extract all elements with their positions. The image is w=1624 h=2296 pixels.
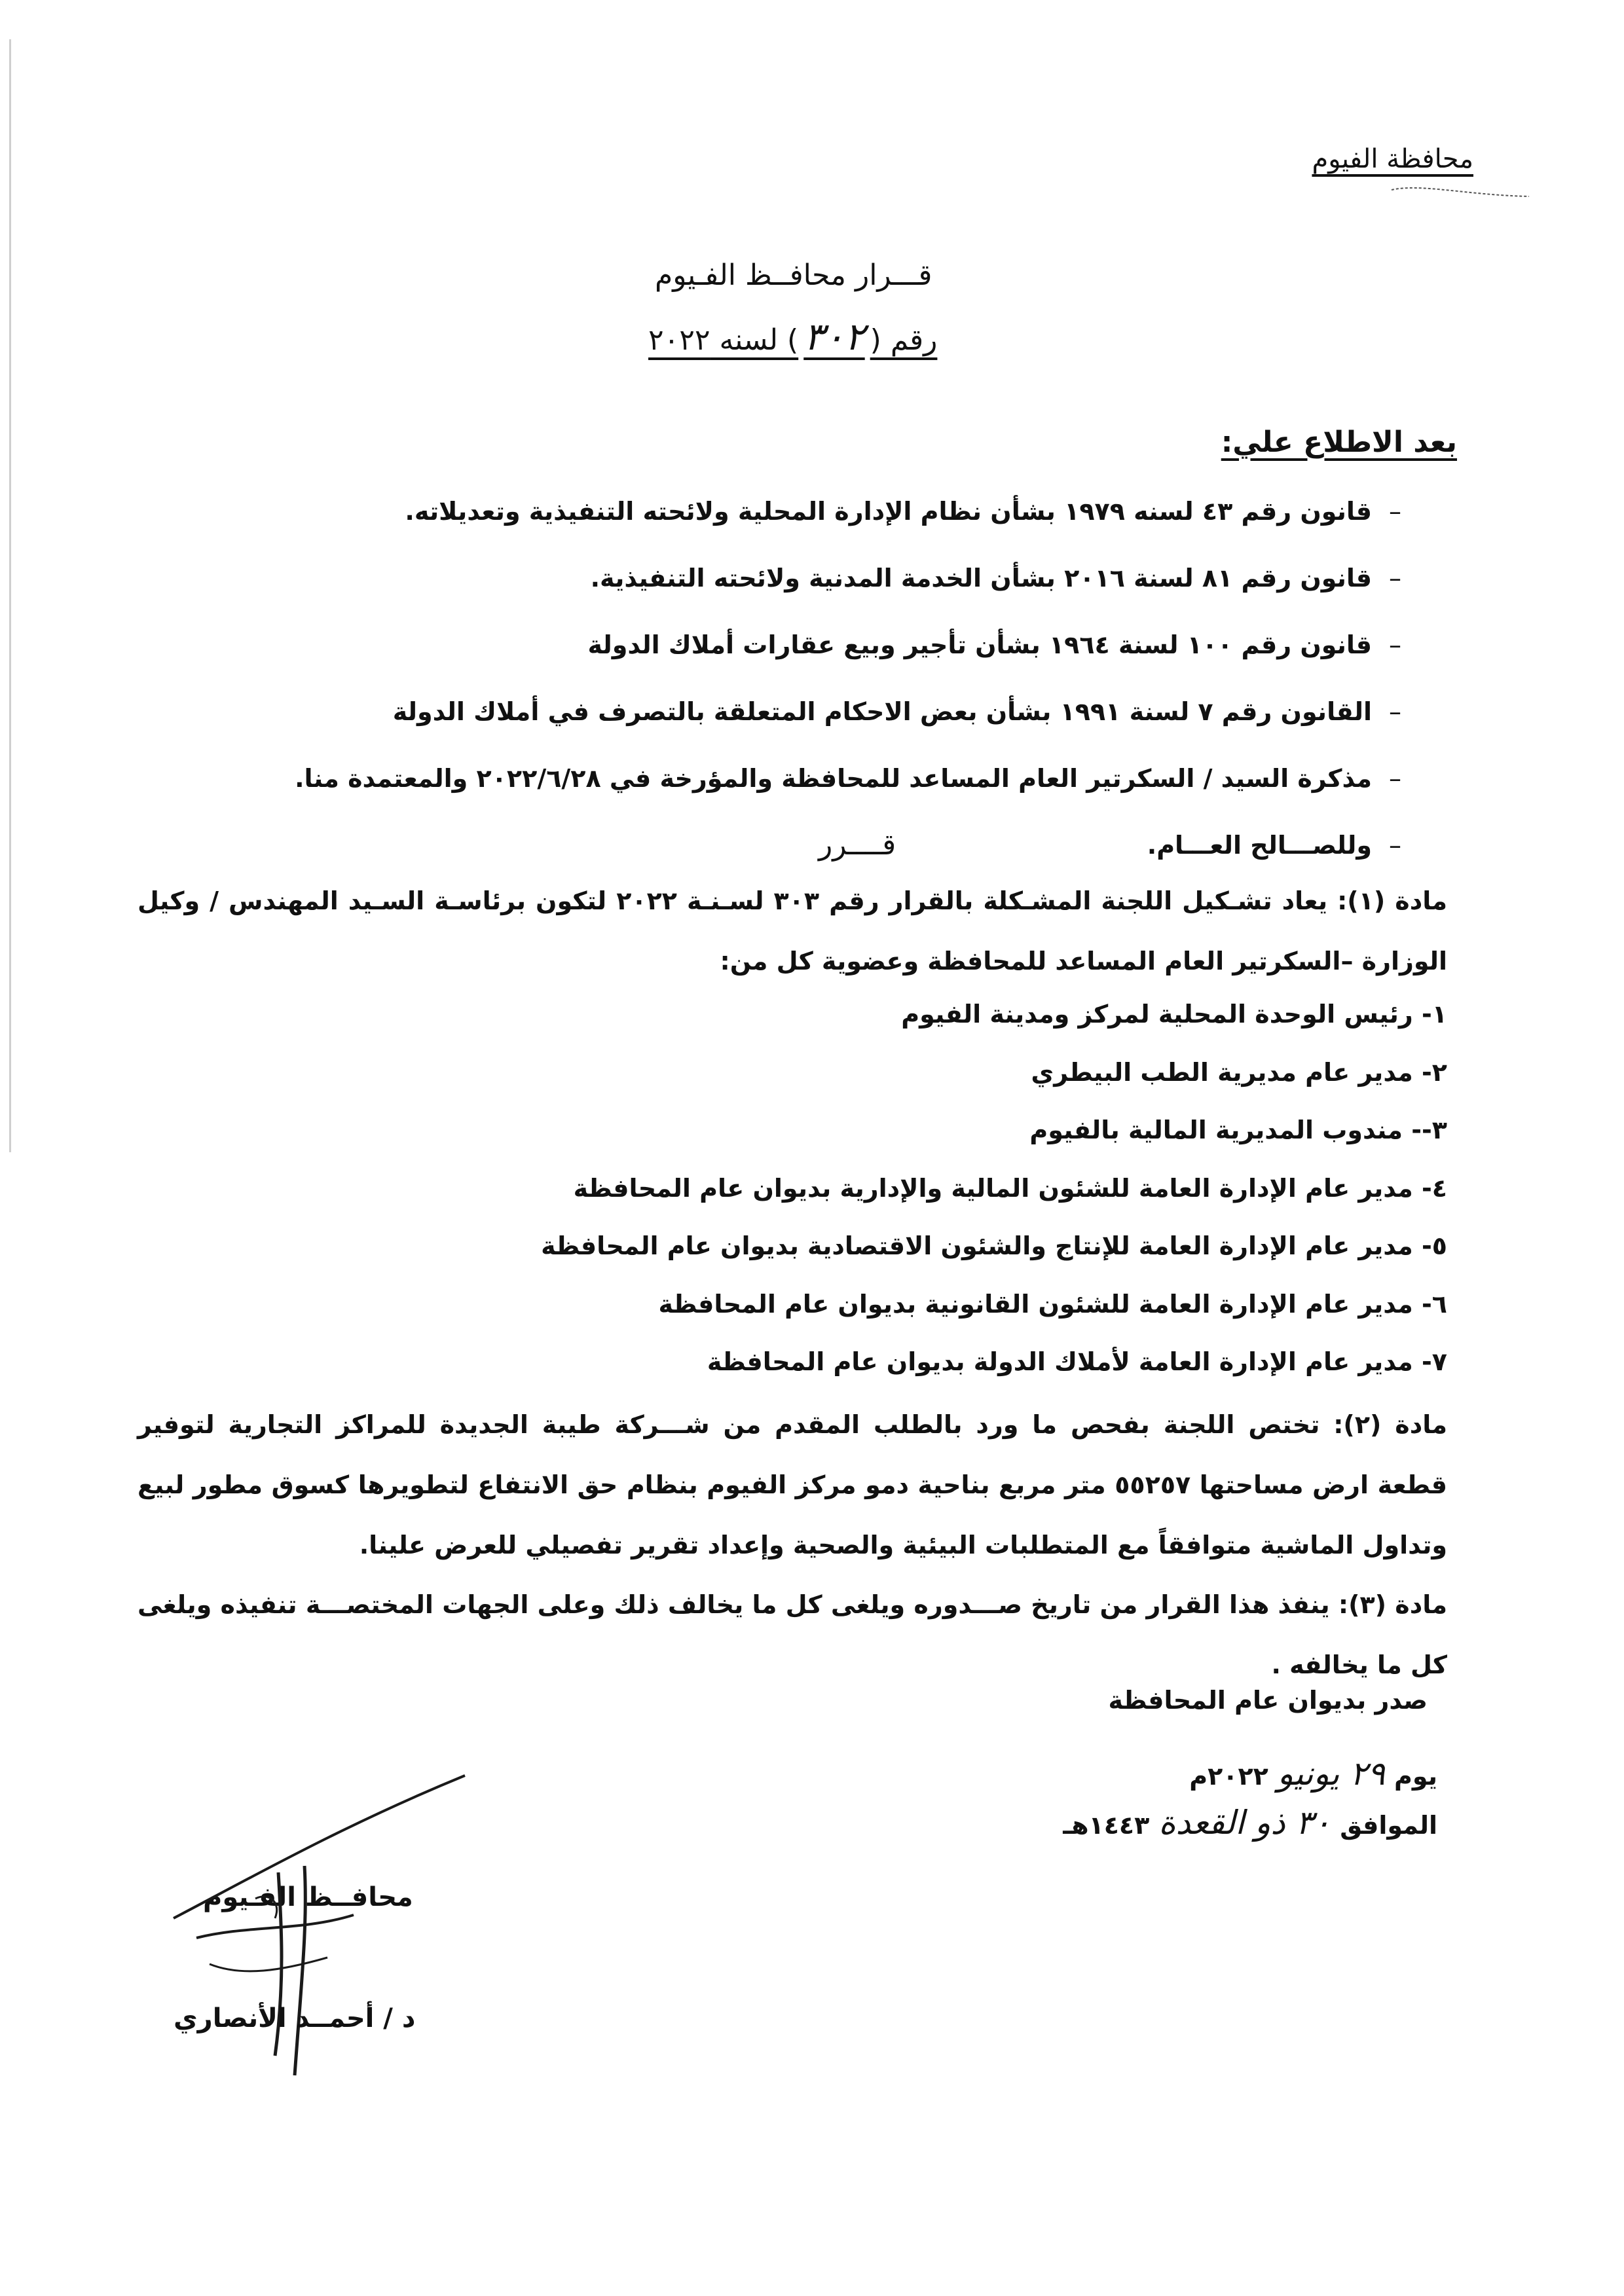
- signatory-name: د / أحمــد الأنصاري: [174, 2003, 416, 2033]
- hijri-year: ١٤٤٣هـ: [1063, 1811, 1150, 1840]
- preamble-item: [157, 812, 1401, 879]
- preamble-item: [157, 678, 1401, 745]
- issue-date-line: [1189, 1755, 1437, 1793]
- preamble-heading: بعد الاطلاع علي:: [1221, 426, 1457, 459]
- committee-member: ٧- مدير عام الإدارة العامة لأملاك الدولة بديوان عام المحافظة: [707, 1347, 1447, 1376]
- article-2-text: مادة (٢): تختص اللجنة بفحص ما ورد بالطلب المقدم من شـــركة طيبة الجديدة للمراكز التجارية لتوفير قطعة ارض مساحتها ٥٥٢٥٧ متر مربع بناحية دمو مركز الفيوم بنظام حق الانتفاع لتطويرها كسوق مطور لبيع وتداول الماشية متوافقاً مع المتطلبات البيئية والصحية وإعداد تقرير تفصيلي للعرض علينا.: [138, 1410, 1448, 1559]
- header-scribble-mark: [1388, 177, 1532, 203]
- decision-number-suffix: ) لسنه ٢٠٢٢: [648, 323, 799, 357]
- preamble-item: [157, 478, 1401, 545]
- dash-bullet: –: [1389, 564, 1401, 592]
- committee-member: ٢- مدير عام مديرية الطب البيطري: [1031, 1057, 1447, 1087]
- dash-bullet: –: [1389, 497, 1401, 526]
- dash-bullet: –: [1389, 630, 1401, 659]
- preamble-item-text: قانون رقم ٤٣ لسنه ١٩٧٩ بشأن نظام الإدارة المحلية ولائحته التنفيذية وتعديلاته.: [405, 497, 1372, 526]
- dash-bullet: –: [1389, 831, 1401, 860]
- committee-member: ٥- مدير عام الإدارة العامة للإنتاج والشئون الاقتصادية بديوان عام المحافظة: [541, 1231, 1447, 1260]
- preamble-item-text: قانون رقم ١٠٠ لسنة ١٩٦٤ بشأن تأجير وبيع عقارات أملاك الدولة: [587, 630, 1372, 659]
- hijri-date-line: [1063, 1804, 1437, 1842]
- committee-member: ٣-- مندوب المديرية المالية بالفيوم: [1029, 1116, 1447, 1144]
- preamble-item: [157, 611, 1401, 678]
- dash-bullet: –: [1389, 764, 1401, 793]
- dash-bullet: –: [1389, 697, 1401, 726]
- article-3-text: مادة (٣): ينفذ هذا القرار من تاريخ صـــدوره ويلغى كل ما يخالف ذلك وعلى الجهات المختصـــة تنفيذه ويلغى كل ما يخالفه .: [138, 1590, 1447, 1679]
- decides-heading: قــــرر: [819, 828, 896, 862]
- governorate-header: محافظة الفيوم: [1312, 144, 1473, 174]
- decision-title: قـــرار محافــظ الفـيوم: [655, 259, 932, 292]
- decision-number-handwritten: ٣٠٢: [803, 314, 865, 359]
- hijri-label: الموافق: [1340, 1811, 1437, 1840]
- committee-member: ٦- مدير عام الإدارة العامة للشئون القانونية بديوان عام المحافظة: [658, 1289, 1447, 1319]
- preamble-item-text: مذكرة السيد / السكرتير العام المساعد للمحافظة والمؤرخة في ٢٠٢٢/٦/٢٨ والمعتمدة منا.: [295, 764, 1372, 793]
- preamble-item-text: وللصـــالح العـــام.: [1147, 831, 1372, 860]
- day-label: يوم: [1394, 1762, 1437, 1791]
- committee-members-list: [203, 985, 1447, 1391]
- scan-edge-shadow: [9, 39, 11, 1152]
- handwritten-signature: [170, 1768, 471, 2082]
- article-1-text: مادة (١): يعاد تشـكيل اللجنة المشـكلة بالقرار رقم ٣٠٣ لسـنـة ٢٠٢٢ لتكون برئاسـة السـيد المهندس / وكيل الوزارة –السكرتير العام المساعد للمحافظة وعضوية كل من:: [138, 886, 1447, 975]
- gregorian-year: ٢٠٢٢م: [1189, 1762, 1268, 1791]
- preamble-list: [157, 478, 1401, 879]
- preamble-item: [157, 745, 1401, 812]
- preamble-item: [157, 545, 1401, 611]
- decision-number-prefix: رقم (: [870, 323, 938, 357]
- hijri-handwritten: ٣٠ ذو القعدة: [1158, 1804, 1331, 1842]
- preamble-item-text: القانون رقم ٧ لسنة ١٩٩١ بشأن بعض الاحكام المتعلقة بالتصرف في أملاك الدولة: [392, 697, 1372, 726]
- signatory-title: محافــظ الفـيوم: [203, 1882, 413, 1912]
- decision-number-line: [648, 314, 937, 359]
- committee-member: ٤- مدير عام الإدارة العامة للشئون المالية والإدارية بديوان عام المحافظة: [573, 1173, 1447, 1203]
- day-handwritten: ٢٩ يونيو: [1277, 1755, 1386, 1793]
- issued-at-line: صدر بديوان عام المحافظة: [1108, 1686, 1428, 1715]
- preamble-item-text: قانون رقم ٨١ لسنة ٢٠١٦ بشأن الخدمة المدنية ولائحته التنفيذية.: [590, 564, 1372, 592]
- committee-member: ١- رئيس الوحدة المحلية لمركز ومدينة الفيوم: [901, 1000, 1447, 1029]
